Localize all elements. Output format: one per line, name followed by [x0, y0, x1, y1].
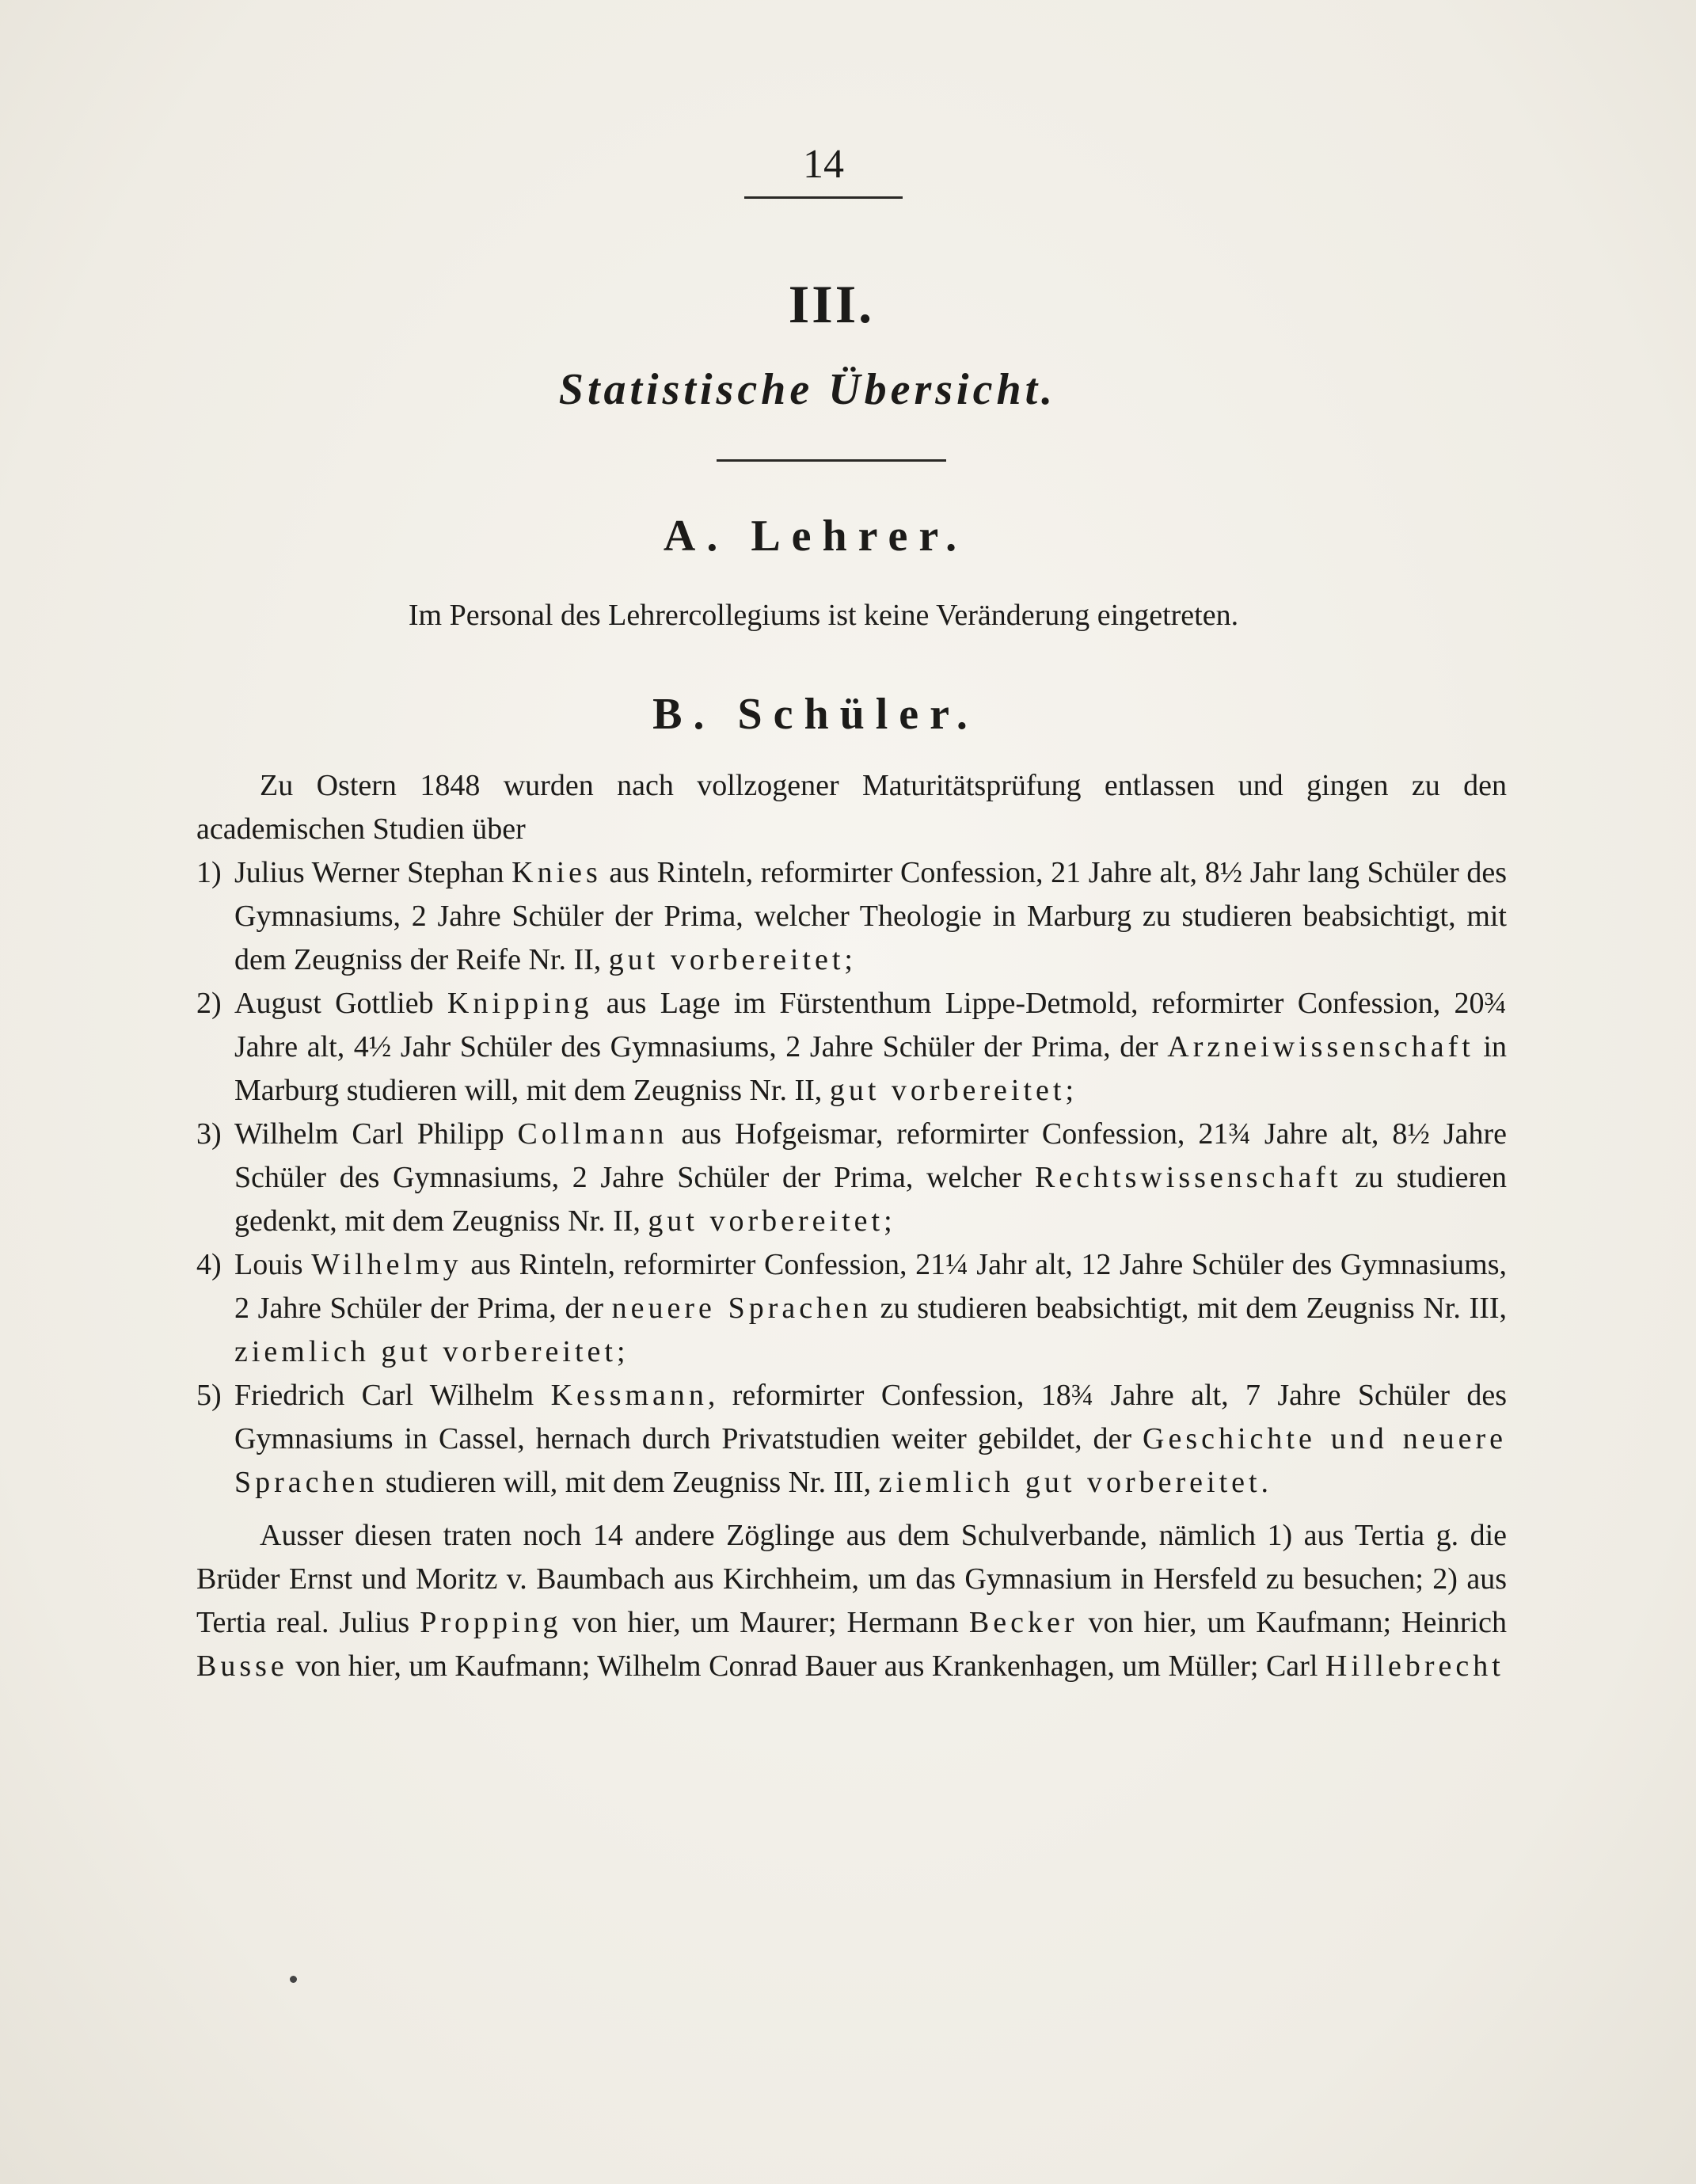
graduate-subject: Rechtswissenschaft [1034, 1161, 1342, 1194]
graduate-text: in Marburg studieren will, mit dem Zeugniss Nr. II, [234, 1030, 1507, 1107]
graduate-surname: Kessmann [550, 1379, 708, 1412]
students-heading: B. Schüler. [652, 690, 979, 739]
graduate-item [196, 1374, 1507, 1505]
page-number: 14 [803, 142, 844, 187]
outro-name: Becker [968, 1606, 1078, 1639]
outro-text: von hier, um Kaufmann; Heinrich [1078, 1606, 1507, 1639]
graduate-assessment: gut vorbereitet [648, 1204, 884, 1238]
section-roman-numeral: III. [788, 274, 875, 334]
graduate-assessment: ziemlich gut vorbereitet [878, 1466, 1261, 1499]
graduate-text: ; [884, 1204, 892, 1238]
graduate-assessment: gut vorbereitet [608, 943, 845, 976]
graduate-number: 3) [196, 1117, 222, 1151]
graduate-assessment: gut vorbereitet [829, 1074, 1066, 1107]
graduate-item [196, 982, 1507, 1113]
graduate-text: August Gottlieb [234, 987, 447, 1020]
graduate-subject: Geschichte und neuere Sprachen [234, 1422, 1507, 1499]
graduate-number: 5) [196, 1379, 222, 1412]
graduate-item [196, 851, 1507, 982]
graduate-text: studieren will, mit dem Zeugniss Nr. III, [378, 1466, 879, 1499]
graduate-text: aus Rinteln, reformirter Confession, 21¼ Jahr alt, 12 Jahre Schüler des Gymnasiums, 2 Jahre Schüler der Prima, der [234, 1248, 1507, 1325]
outro-name: Hillebrecht [1325, 1649, 1504, 1683]
ink-speck [290, 1976, 297, 1983]
teachers-text: Im Personal des Lehrercollegiums ist keine Veränderung eingetreten. [408, 599, 1239, 632]
graduate-text: zu studieren beabsichtigt, mit dem Zeugniss Nr. III, [872, 1292, 1508, 1325]
graduate-text: Julius Werner Stephan [234, 856, 512, 889]
outro-text: Ausser diesen traten noch 14 andere Zöglinge aus dem Schulverbande, nämlich 1) aus Tertia g. die Brüder Ernst und Moritz v. Baumbach aus Kirchheim, um das Gymnasium in Hersfeld zu besuchen; 2) aus Tertia real. Julius [196, 1519, 1507, 1639]
outro-name: Busse [196, 1649, 288, 1683]
graduate-text: , reformirter Confession, 18¾ Jahre alt, 7 Jahre Schüler des Gymnasiums in Cassel, hernach durch Privatstudien weiter gebildet, der [234, 1379, 1507, 1455]
graduates-list [196, 851, 1507, 1505]
graduate-surname: Knipping [447, 987, 593, 1020]
graduate-number: 4) [196, 1248, 222, 1281]
graduate-number: 2) [196, 987, 222, 1020]
page-number-rule [744, 196, 903, 199]
graduate-subject: neuere Sprachen [611, 1292, 872, 1325]
graduate-surname: Collmann [517, 1117, 668, 1151]
teachers-heading: A. Lehrer. [663, 512, 968, 561]
outro-text: von hier, um Kaufmann; Wilhelm Conrad Bauer aus Krankenhagen, um Müller; Carl [287, 1649, 1325, 1683]
outro-name: Propping [420, 1606, 562, 1639]
graduate-text: Louis [234, 1248, 312, 1281]
graduate-text: Friedrich Carl Wilhelm [234, 1379, 551, 1412]
graduate-text: ; [1065, 1074, 1074, 1107]
outro-text: von hier, um Maurer; Hermann [561, 1606, 969, 1639]
graduate-text: zu studieren gedenkt, mit dem Zeugniss Nr. II, [234, 1161, 1508, 1238]
section-title: Statistische Übersicht. [558, 365, 1057, 414]
graduate-text: . [1261, 1466, 1269, 1499]
graduate-assessment: ziemlich gut vorbereitet [234, 1335, 617, 1368]
title-rule [717, 459, 946, 462]
graduate-text: ; [844, 943, 853, 976]
graduate-text: aus Lage im Fürstenthum Lippe-Detmold, reformirter Confession, 20¾ Jahre alt, 4½ Jahr Schüler des Gymnasiums, 2 Jahre Schüler der Prima, der [234, 987, 1508, 1063]
graduate-item [196, 1243, 1507, 1374]
graduate-text: ; [616, 1335, 626, 1368]
graduate-text: Wilhelm Carl Philipp [234, 1117, 518, 1151]
students-outro [196, 1514, 1507, 1688]
graduate-text: aus Rinteln, reformirter Confession, 21 Jahre alt, 8½ Jahr lang Schüler des Gymnasiums, 2 Jahre Schüler der Prima, welcher Theologie in Marburg zu studieren beabsichtigt, mit dem Zeugniss der Reife Nr. II, [234, 856, 1507, 976]
graduate-item [196, 1113, 1507, 1243]
graduate-number: 1) [196, 856, 222, 889]
graduate-subject: Arzneiwissenschaft [1167, 1030, 1474, 1063]
students-body [196, 764, 1507, 1688]
graduate-surname: Wilhelmy [311, 1248, 462, 1281]
graduate-text: aus Hofgeismar, reformirter Confession, 21¾ Jahre alt, 8½ Jahre Schüler des Gymnasiums, 2 Jahre Schüler der Prima, welcher [234, 1117, 1508, 1194]
students-intro: Zu Ostern 1848 wurden nach vollzogener Maturitätsprüfung entlassen und gingen zu den academischen Studien über [196, 769, 1507, 846]
graduate-surname: Knies [511, 856, 602, 889]
